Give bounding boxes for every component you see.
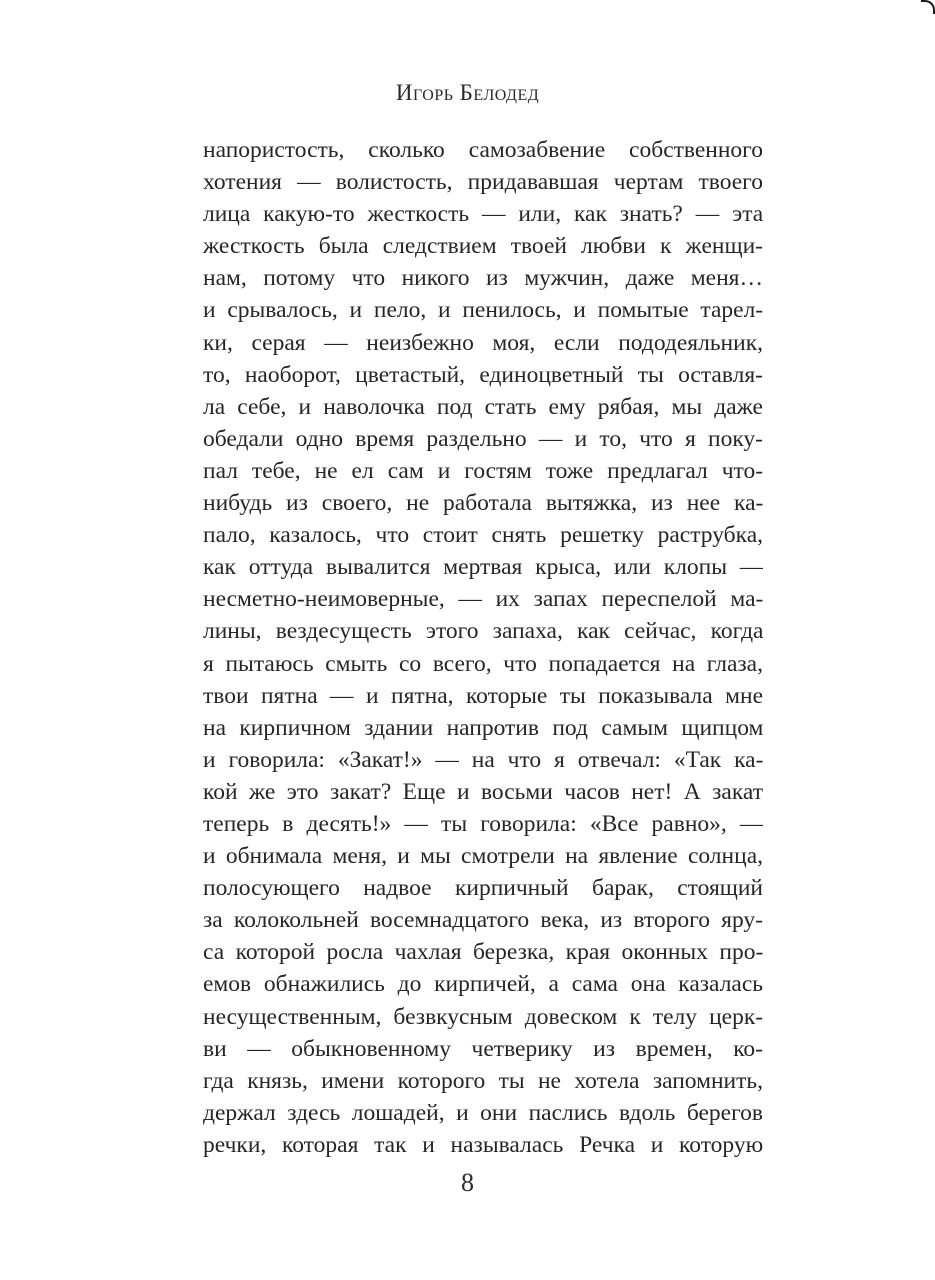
text-line: теперь в десять!» — ты говорила: «Все равно», —	[203, 810, 763, 837]
text-line: напористость, сколько самозабвение собственного	[203, 137, 763, 163]
text-line: и обнимала меня, и мы смотрели на явление солнца,	[203, 843, 763, 870]
text-line: пало, казалось, что стоит снять решетку раструбка,	[203, 522, 763, 549]
text-line: лины, вездесущесть этого запаха, как сейчас, когда	[203, 618, 763, 645]
page-number: 8	[461, 1168, 474, 1197]
text-line: нибудь из своего, не работала вытяжка, из нее ка-	[203, 490, 763, 517]
text-line: я пытаюсь смыть со всего, что попадается на глаза,	[203, 650, 763, 677]
text-line: лица какую-то жесткость — или, как знать? — эта	[203, 201, 763, 228]
running-head: Игорь Белодед	[395, 80, 540, 105]
body-text	[203, 134, 763, 1161]
text-line: несметно-неимоверные, — их запах переспелой ма-	[203, 586, 763, 613]
text-line: пал тебе, не ел сам и гостям тоже предлагал что-	[203, 457, 763, 484]
text-line: емов обнажились до кирпичей, а сама она казалась	[203, 971, 763, 998]
text-line: са которой росла чахлая березка, края оконных про-	[203, 939, 763, 966]
text-line: жесткость была следствием твоей любви к женщи-	[203, 233, 763, 260]
text-line: обедали одно время раздельно — и то, что я поку-	[203, 425, 763, 452]
text-line: кой же это закат? Еще и восьми часов нет! А закат	[203, 778, 763, 805]
text-line: то, наоборот, цветастый, единоцветный ты оставля-	[203, 361, 763, 388]
text-line: за колокольней восемнадцатого века, из второго яру-	[203, 907, 763, 934]
text-line: несущественным, безвкусным довеском к телу церк-	[203, 1003, 763, 1030]
text-line: гда князь, имени которого ты не хотела запомнить,	[203, 1067, 763, 1094]
text-line: как оттуда вывалится мертвая крыса, или клопы —	[203, 554, 763, 581]
text-line: ки, серая — неизбежно моя, если пододеяльник,	[203, 329, 763, 356]
text-line: ви — обыкновенному четверику из времен, ко-	[203, 1035, 763, 1062]
text-line: речки, которая так и называлась Речка и которую	[203, 1131, 763, 1158]
text-line: ла себе, и наволочка под стать ему рябая, мы даже	[203, 393, 763, 420]
text-line: держал здесь лошадей, и они паслись вдоль берегов	[203, 1099, 763, 1126]
corner-mark	[921, 0, 935, 14]
text-line: хотения — волистость, придававшая чертам твоего	[203, 169, 763, 196]
text-line: на кирпичном здании напротив под самым щипцом	[203, 714, 763, 741]
text-line: твои пятна — и пятна, которые ты показывала мне	[203, 682, 763, 709]
text-line: полосующего надвое кирпичный барак, стоящий	[203, 875, 763, 902]
text-line: и срывалось, и пело, и пенилось, и помытые тарел-	[203, 297, 763, 324]
text-line: нам, потому что никого из мужчин, даже меня…	[203, 265, 763, 292]
text-line: и говорила: «Закат!» — на что я отвечал: «Так ка-	[203, 746, 763, 773]
